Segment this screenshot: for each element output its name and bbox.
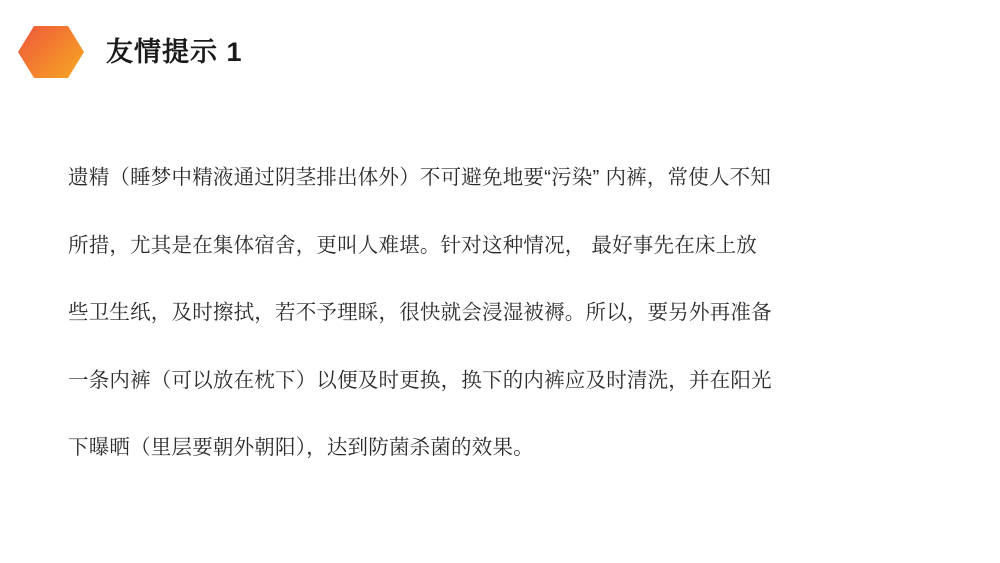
body-line: 一条内裤（可以放在枕下）以便及时更换，换下的内裤应及时清洗，并在阳光	[68, 368, 772, 392]
slide-title-row	[0, 22, 243, 82]
page-title: 友情提示 1	[106, 36, 243, 67]
body-text-block	[68, 168, 934, 459]
hexagon-marker-icon	[18, 24, 84, 80]
body-line: 所措，尤其是在集体宿舍，更叫人难堪。针对这种情况， 最好事先在床上放	[68, 233, 757, 257]
body-line: 遗精（睡梦中精液通过阴茎排出体外）不可避免地要“污染” 内裤，常使人不知	[68, 166, 772, 189]
body-line: 下曝晒（里层要朝外朝阳），达到防菌杀菌的效果。	[68, 436, 534, 459]
body-line: 些卫生纸，及时擦拭，若不予理睬，很快就会浸湿被褥。所以，要另外再准备	[68, 301, 772, 324]
